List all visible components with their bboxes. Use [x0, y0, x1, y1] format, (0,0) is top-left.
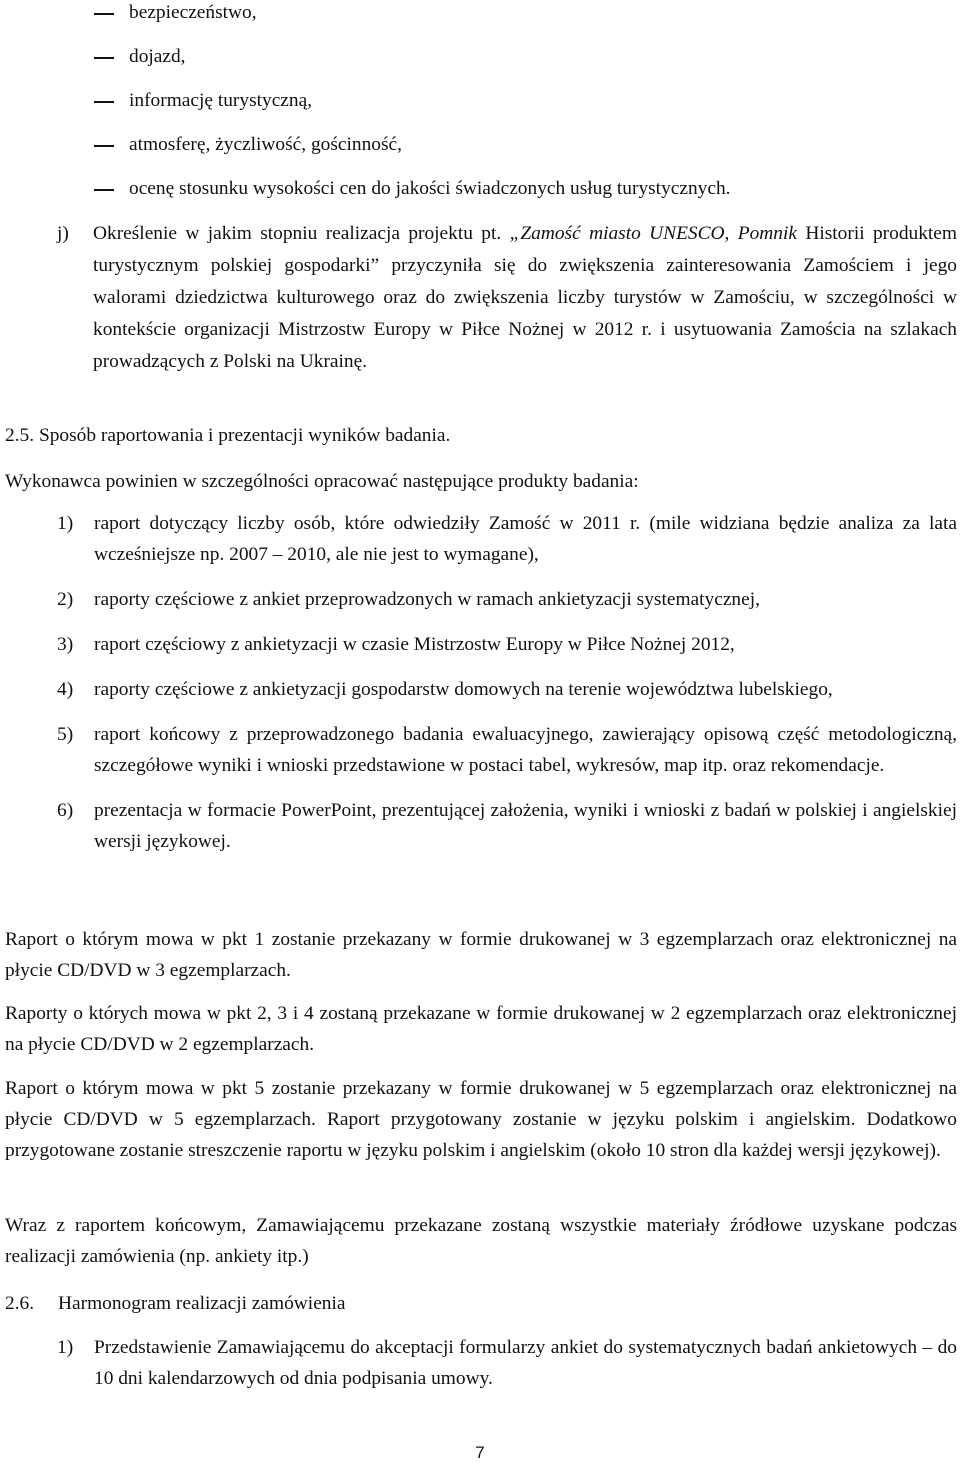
section-number: 2.6. [5, 1293, 35, 1314]
list-item-text: Przedstawienie Zamawiającemu do akceptacji formularzy ankiet do systematycznych badań ankietowych – do 10 dni kalendarzowych od dnia podpisania umowy. [94, 1337, 957, 1389]
list-item [57, 1332, 957, 1394]
list-item-text: ocenę stosunku wysokości cen do jakości świadczonych usług turystycznych. [129, 178, 731, 199]
dash-bullet [92, 88, 129, 132]
section-number: 2.5. [5, 425, 35, 446]
list-item-text: raporty częściowe z ankiet przeprowadzonych w ramach ankietyzacji systematycznej, [94, 589, 760, 610]
item-j-text-end: Historii produktem turystycznym polskiej gospodarki” przyczyniła się do zwiększenia zainteresowania Zamościem i jego walorami dziedzictwa kulturowego oraz do zwiększenia liczby turystów w Zamościu, w szczególności w kontekście organizacji Mistrzostw Europy w Piłce Nożnej w 2012 r. i usytuowania Zamościa na szlakach prowadzących z Polski na Ukrainę. [93, 223, 957, 372]
section-title: Harmonogram realizacji zamówienia [58, 1293, 346, 1314]
paragraph: Wraz z raportem końcowym, Zamawiającemu przekazane zostaną wszystkie materiały źródłowe uzyskane podczas realizacji zamówienia (np. ankiety itp.) [5, 1215, 957, 1267]
list-item [92, 132, 952, 176]
section-title: Sposób raportowania i prezentacji wyników badania. [38, 425, 451, 446]
list-item-number: 4) [57, 679, 74, 700]
paragraph: Raport o którym mowa w pkt 5 zostanie przekazany w formie drukowanej w 5 egzemplarzach oraz elektronicznej na płycie CD/DVD w 5 egzemplarzach. Raport przygotowany zostanie w języku polskim i angielskim. Dodatkowo przygotowane zostanie streszczenie raportu w języku polskim i angielskim (około 10 stron dla każdej wersji językowej). [5, 1078, 957, 1161]
dash-list [92, 0, 952, 220]
list-item-text: dojazd, [129, 46, 186, 67]
list-item-number: 1) [57, 1337, 74, 1358]
item-j-label: j) [57, 223, 69, 244]
list-item [57, 795, 957, 857]
list-item-text: informację turystyczną, [129, 90, 313, 111]
list-item-text: raporty częściowe z ankietyzacji gospodarstw domowych na terenie województwa lubelskiego, [94, 679, 833, 700]
schedule-list [57, 1332, 957, 1408]
list-item-text: atmosferę, życzliwość, gościnność, [129, 134, 402, 155]
dash-bullet [92, 0, 129, 44]
dash-bullet [92, 132, 129, 176]
list-item-text: bezpieczeństwo, [129, 2, 257, 23]
list-item [92, 176, 952, 220]
section-heading-2-6 [5, 1288, 346, 1319]
section-heading-2-5 [5, 420, 450, 451]
list-item-text: raport końcowy z przeprowadzonego badania ewaluacyjnego, zawierający opisową część metodologiczną, szczegółowe wyniki i wnioski przedstawione w postaci tabel, wykresów, map itp. oraz rekomendacje. [94, 724, 957, 776]
list-item [57, 719, 957, 781]
list-item [57, 674, 957, 705]
item-j-text-start: Określenie w jakim stopniu realizacja projektu pt. [93, 223, 510, 244]
list-item [92, 0, 952, 44]
list-item-text: prezentacja w formacie PowerPoint, prezentującej założenia, wyniki i wnioski z badań w polskiej i angielskiej wersji językowej. [94, 800, 957, 852]
list-item-number: 5) [57, 724, 74, 745]
list-item [57, 584, 957, 615]
paragraph: Raporty o których mowa w pkt 2, 3 i 4 zostaną przekazane w formie drukowanej w 2 egzemplarzach oraz elektronicznej na płycie CD/DVD w 2 egzemplarzach. [5, 1003, 957, 1055]
dash-bullet [92, 176, 129, 220]
list-item [57, 629, 957, 660]
list-item-text: raport dotyczący liczby osób, które odwiedziły Zamość w 2011 r. (mile widziana będzie analiza za lata wcześniejsze np. 2007 – 2010, ale nie jest to wymagane), [94, 513, 957, 565]
list-item-number: 3) [57, 634, 74, 655]
list-item [92, 44, 952, 88]
list-item-text: raport częściowy z ankietyzacji w czasie Mistrzostw Europy w Piłce Nożnej 2012, [94, 634, 735, 655]
list-item-number: 2) [57, 589, 74, 610]
products-list [57, 508, 957, 871]
item-j-italic-title: „Zamość miasto UNESCO, Pomnik [509, 223, 797, 244]
page-number: 7 [475, 1443, 485, 1462]
list-item-number: 6) [57, 800, 74, 821]
paragraph: Raport o którym mowa w pkt 1 zostanie przekazany w formie drukowanej w 3 egzemplarzach oraz elektronicznej na płycie CD/DVD w 3 egzemplarzach. [5, 929, 957, 981]
dash-bullet [92, 44, 129, 88]
list-item [92, 88, 952, 132]
intro-paragraph: Wykonawca powinien w szczególności opracować następujące produkty badania: [5, 471, 639, 492]
list-item [57, 508, 957, 570]
item-j-text [93, 218, 957, 378]
list-item-number: 1) [57, 513, 74, 534]
item-j [57, 218, 957, 378]
